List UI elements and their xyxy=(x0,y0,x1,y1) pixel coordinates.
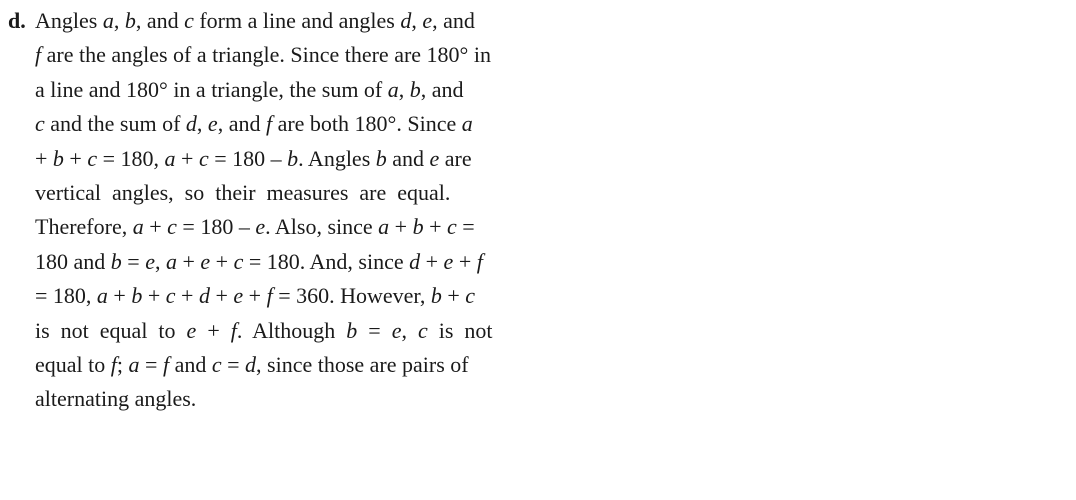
math-variable: c xyxy=(165,283,176,309)
math-variable: a xyxy=(165,248,177,274)
math-variable: b xyxy=(375,145,387,171)
text-run: + xyxy=(210,248,234,274)
text-run: = xyxy=(357,317,392,343)
text-run: + xyxy=(453,248,477,274)
math-variable: f xyxy=(35,42,42,68)
text-line xyxy=(8,176,528,210)
text-run: are xyxy=(439,145,472,171)
math-variable: a xyxy=(164,145,176,171)
text-line xyxy=(8,38,528,72)
text-run: + xyxy=(196,317,231,343)
text-run: alternating angles. xyxy=(35,386,197,412)
text-run: = xyxy=(221,351,246,377)
math-variable: a xyxy=(102,8,114,33)
text-run: and xyxy=(169,351,212,377)
text-run: + xyxy=(107,283,132,309)
text-line xyxy=(8,210,528,244)
text-run: is not xyxy=(427,317,493,343)
text-run: = 180 – xyxy=(208,145,288,171)
math-variable: e xyxy=(255,214,266,240)
text-run: ; xyxy=(116,351,129,377)
text-run: + xyxy=(35,145,53,171)
math-variable: a xyxy=(378,214,390,240)
text-run: , xyxy=(154,248,166,274)
math-variable: a xyxy=(128,351,140,377)
math-variable: e xyxy=(422,8,433,33)
text-run: 180 and xyxy=(35,248,111,274)
math-variable: c xyxy=(198,145,209,171)
math-variable: e xyxy=(443,248,454,274)
text-run: , and xyxy=(217,111,266,137)
math-variable: e xyxy=(429,145,440,171)
math-variable: a xyxy=(387,76,399,102)
text-line xyxy=(8,279,528,313)
math-variable: b xyxy=(131,283,143,309)
math-variable: e xyxy=(200,248,211,274)
text-run: . Also, since xyxy=(265,214,379,240)
text-run: , since those are pairs of xyxy=(256,351,469,377)
math-variable: c xyxy=(87,145,98,171)
text-run: + xyxy=(389,214,413,240)
math-variable: d xyxy=(185,111,197,137)
text-run: , and xyxy=(135,8,185,33)
text-line xyxy=(8,107,528,141)
text-run: + xyxy=(63,145,88,171)
math-variable: d xyxy=(400,8,412,33)
math-variable: a xyxy=(96,283,108,309)
math-variable: b xyxy=(52,145,64,171)
text-run: + xyxy=(175,145,199,171)
text-run: are both 180°. Since xyxy=(272,111,462,137)
text-run: , xyxy=(411,8,423,33)
text-run: vertical angles, so their measures are equal. xyxy=(35,179,451,205)
text-run: are the angles of a triangle. Since there are 180° in xyxy=(41,42,491,68)
text-line xyxy=(8,245,528,279)
math-variable: b xyxy=(124,8,136,33)
text-run: . Although xyxy=(236,317,347,343)
text-line xyxy=(8,4,528,38)
math-variable: b xyxy=(409,76,421,102)
math-variable: c xyxy=(184,8,194,33)
text-run: Angles xyxy=(35,8,103,33)
math-variable: c xyxy=(233,248,244,274)
text-run: + xyxy=(243,283,267,309)
text-run: = xyxy=(121,248,146,274)
text-run: + xyxy=(420,248,444,274)
math-variable: b xyxy=(110,248,122,274)
text-run: and the sum of xyxy=(44,111,186,137)
text-run: , xyxy=(113,8,125,33)
text-run: . Angles xyxy=(298,145,376,171)
text-line xyxy=(8,314,528,348)
text-run: a line and 180° in a triangle, the sum of xyxy=(35,76,388,102)
text-run: + xyxy=(143,214,168,240)
math-variable: e xyxy=(207,111,218,137)
text-line xyxy=(8,142,528,176)
math-variable: b xyxy=(430,283,442,309)
text-run: equal to xyxy=(35,351,111,377)
text-run: , xyxy=(398,76,410,102)
text-run: + xyxy=(423,214,447,240)
math-variable: c xyxy=(167,214,177,240)
text-run: is not equal to xyxy=(35,317,187,343)
text-run: , and xyxy=(420,76,464,102)
text-line xyxy=(8,73,528,107)
math-variable: f xyxy=(230,317,237,343)
text-run: = xyxy=(456,214,475,240)
math-variable: c xyxy=(465,283,476,309)
text-line xyxy=(8,382,528,416)
math-variable: d xyxy=(245,351,257,377)
math-variable: d xyxy=(198,283,210,309)
math-variable: f xyxy=(266,283,273,309)
text-run: + xyxy=(441,283,466,309)
math-variable: f xyxy=(162,351,170,377)
text-run: = 180, xyxy=(35,283,97,309)
text-run: = xyxy=(139,351,163,377)
math-variable: b xyxy=(412,214,424,240)
math-variable: b xyxy=(287,145,299,171)
math-variable: d xyxy=(409,248,421,274)
text-run: , xyxy=(196,111,208,137)
text-run: , xyxy=(401,317,418,343)
text-run: = 360. However, xyxy=(272,283,431,309)
text-run: + xyxy=(176,248,201,274)
text-run: = 180, xyxy=(97,145,165,171)
math-variable: a xyxy=(132,214,144,240)
text-run: and xyxy=(386,145,430,171)
math-variable: e xyxy=(233,283,244,309)
answer-choice-letter: d. xyxy=(8,8,26,33)
math-variable: b xyxy=(346,317,358,343)
math-variable: f xyxy=(265,111,273,137)
math-variable: e xyxy=(391,317,402,343)
math-variable: f xyxy=(476,248,483,274)
text-line xyxy=(8,348,528,382)
text-run: + xyxy=(209,283,234,309)
math-variable: a xyxy=(461,111,473,137)
text-run: = 180. And, since xyxy=(243,248,410,274)
math-variable: e xyxy=(186,317,197,343)
text-run: , and xyxy=(432,8,475,33)
text-run: Therefore, xyxy=(35,214,133,240)
text-run: + xyxy=(142,283,166,309)
math-variable: e xyxy=(145,248,155,274)
math-variable: c xyxy=(35,111,45,137)
math-variable: c xyxy=(417,317,428,343)
math-variable: c xyxy=(447,214,457,240)
answer-explanation xyxy=(8,4,528,417)
text-run: form a line and angles xyxy=(193,8,401,33)
text-run: = 180 – xyxy=(176,214,256,240)
text-run: + xyxy=(175,283,199,309)
math-variable: f xyxy=(110,351,117,377)
math-variable: c xyxy=(211,351,222,377)
